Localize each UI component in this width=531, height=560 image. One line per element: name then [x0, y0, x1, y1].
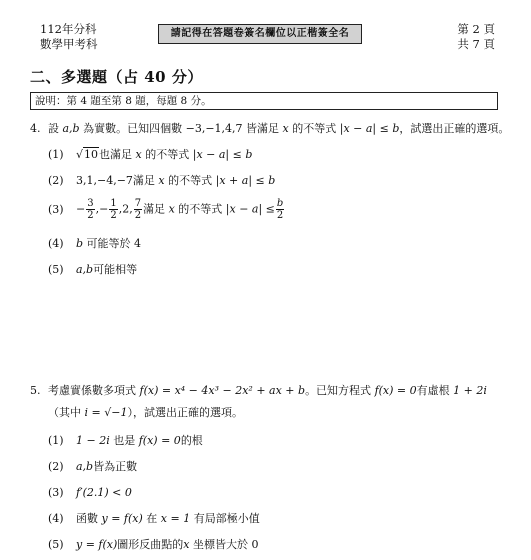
derivative-inequality: f′(2.1) < 0	[76, 486, 132, 499]
option-text: 可能相等	[93, 263, 138, 276]
inequality: |x + a| ≤ b	[215, 174, 276, 187]
variables: a,b	[76, 460, 94, 473]
option-text: 的根	[180, 434, 203, 447]
option-label: (4)	[48, 237, 64, 250]
q5-option-3	[48, 486, 132, 500]
question-number: 4.	[30, 122, 41, 135]
q4-option-1	[48, 148, 252, 162]
stem-text: ），試選出正確的選項。	[127, 406, 243, 419]
q4-option-4	[48, 237, 141, 251]
radicand: 10	[84, 148, 99, 161]
option-text: 函數	[76, 512, 98, 525]
question-4-stem	[30, 122, 509, 136]
exam-year: 112年分科	[40, 22, 97, 36]
polynomial: f(x) = x⁴ − 4x³ − 2x² + ax + b	[139, 384, 306, 397]
function: y = f(x)	[76, 538, 118, 551]
variables: a,b	[76, 263, 94, 276]
option-text: 的不等式	[168, 174, 213, 187]
stem-text: 的不等式	[292, 122, 337, 135]
option-text: 坐標皆大於 0	[193, 538, 259, 551]
stem-text: 。已知方程式	[305, 384, 372, 397]
option-text: 皆為正數	[93, 460, 138, 473]
q5-option-1	[48, 434, 203, 448]
fraction	[109, 198, 117, 221]
page-indicator	[457, 22, 495, 52]
stem-text: 設	[48, 122, 59, 135]
option-label: (4)	[48, 512, 64, 525]
complex-number: 1 − 2i	[76, 434, 110, 447]
option-text: 圖形反曲點的	[117, 538, 184, 551]
signature-notice: 請記得在答題卷簽名欄位以正楷簽全名	[158, 24, 362, 44]
option-label: (1)	[48, 434, 64, 447]
numerator: 3	[87, 198, 94, 209]
equation: f(x) = 0	[138, 434, 181, 447]
numerator: 1	[110, 198, 117, 209]
stem-text: （其中	[48, 406, 81, 419]
exam-subject: 數學甲考科	[40, 37, 98, 51]
q4-option-5	[48, 263, 137, 277]
stem-text: 為實數。已知四個數	[83, 122, 183, 135]
option-label: (2)	[48, 174, 64, 187]
variable: b	[76, 237, 84, 250]
fraction	[86, 198, 94, 221]
denominator: 2	[87, 210, 94, 221]
q5-option-2	[48, 460, 137, 474]
option-text: 有局部極小值	[193, 512, 260, 525]
inequality: |x − a| ≤	[225, 202, 275, 216]
question-number: 5.	[30, 384, 41, 397]
equation: x = 1	[160, 512, 191, 525]
stem-text: 皆滿足	[246, 122, 280, 135]
option-label: (2)	[48, 460, 64, 473]
option-text: 滿足	[143, 202, 166, 216]
page-total: 共 7 頁	[457, 37, 495, 51]
question-5-stem	[30, 384, 487, 398]
fraction	[134, 198, 142, 221]
denominator: 2	[134, 210, 142, 221]
option-label: (3)	[48, 202, 64, 216]
option-text: 的不等式	[178, 202, 223, 216]
option-text: 可能等於 4	[86, 237, 142, 250]
q5-option-4	[48, 512, 260, 526]
stem-text: ，試選出正確的選項。	[399, 122, 510, 135]
exam-header-left	[40, 22, 98, 52]
denominator: 2	[110, 210, 117, 221]
equation: f(x) = 0	[374, 384, 417, 397]
q4-option-3: (3) − $\frac{3}{2}$ ,− $\frac{1}{2}$ ,2, $\frac{7}{2}$ 滿足 x 的不等式 |x − a| ≤ $\frac{b}{2}$	[48, 198, 284, 221]
variable: x	[135, 148, 142, 161]
denominator: 2	[276, 210, 284, 221]
inequality: |x − a| ≤ b	[339, 122, 400, 135]
numerator: b	[276, 198, 284, 209]
stem-text: 有虛根	[416, 384, 450, 397]
variable: x	[183, 538, 190, 551]
radical-sign: √	[76, 148, 84, 161]
section-description: 說明：第 4 題至第 8 題，每題 8 分。	[30, 92, 498, 110]
variable: x	[158, 174, 165, 187]
option-text: 的不等式	[145, 148, 190, 161]
variable: x	[168, 202, 175, 216]
number-list: 3,1,−4,−7	[76, 174, 133, 187]
option-label: (5)	[48, 263, 64, 276]
fraction	[276, 198, 284, 221]
inequality: |x − a| ≤ b	[192, 148, 253, 161]
q4-option-2	[48, 174, 275, 188]
number: 2	[122, 202, 130, 216]
complex-root: 1 + 2i	[453, 384, 487, 397]
stem-text: 考慮實係數多項式	[48, 384, 136, 397]
option-label: (5)	[48, 538, 64, 551]
question-5-stem-line-2	[48, 406, 243, 420]
option-text: 在	[146, 512, 158, 525]
option-text: 也滿足	[99, 148, 133, 161]
imaginary-unit-definition: i = √−1	[84, 406, 128, 419]
option-label: (3)	[48, 486, 64, 499]
option-text: 也是	[113, 434, 136, 447]
variable: x	[282, 122, 289, 135]
function: y = f(x)	[101, 512, 143, 525]
number-list: −3,−1,4,7	[185, 122, 243, 135]
variables: a,b	[62, 122, 80, 135]
option-label: (1)	[48, 148, 64, 161]
numerator: 7	[134, 198, 142, 209]
option-text: 滿足	[132, 174, 155, 187]
section-title: 二、多選題（占 40 分）	[30, 68, 203, 86]
page-current: 第 2 頁	[457, 22, 495, 36]
q5-option-5	[48, 538, 259, 552]
